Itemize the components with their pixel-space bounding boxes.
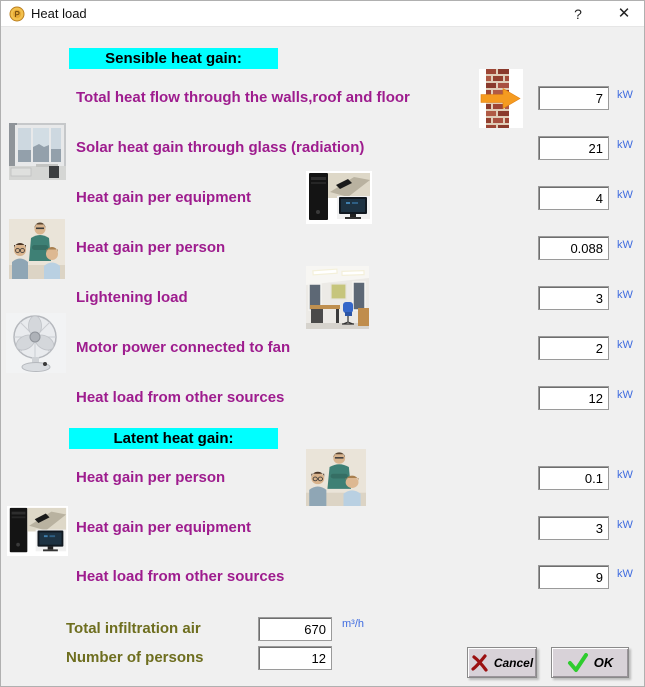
unit-m3h: m³/h [342,618,364,630]
row-label-person-latent: Heat gain per person [76,469,226,486]
row-label-fan-motor: Motor power connected to fan [76,339,291,356]
ok-button[interactable] [551,647,629,678]
persons-label: Number of persons [66,649,204,666]
unit-kw-0: kW [617,89,633,101]
equipment-sens-input[interactable] [538,186,609,210]
office-window-image [9,123,66,180]
row-label-person-sens: Heat gain per person [76,239,226,256]
fan-motor-input[interactable] [538,336,609,360]
unit-kw-6: kW [617,389,633,401]
unit-kw-8: kW [617,519,633,531]
other-sens-input[interactable] [538,386,609,410]
unit-kw-1: kW [617,139,633,151]
app-coin-icon [9,6,25,22]
unit-kw-5: kW [617,339,633,351]
row-label-equipment-sens: Heat gain per equipment [76,189,252,206]
help-button[interactable]: ? [574,6,582,22]
infiltration-label: Total infiltration air [66,620,201,637]
row-label-walls: Total heat flow through the walls,roof and floor [76,89,410,106]
unit-kw-4: kW [617,289,633,301]
office-lighting-image [306,266,369,329]
green-check-icon [567,653,589,673]
infiltration-input[interactable] [258,617,332,641]
other-latent-input[interactable] [538,565,609,589]
people-image-sensible [9,219,65,279]
equipment-image-sensible [306,171,372,224]
row-label-lighting: Lightening load [76,289,188,306]
lighting-input[interactable] [538,286,609,310]
equipment-latent-input[interactable] [538,516,609,540]
row-label-other-sens: Heat load from other sources [76,389,285,406]
cancel-button[interactable] [467,647,537,678]
fan-image [6,313,66,373]
solar-heat-input[interactable] [538,136,609,160]
latent-heat-gain-header: Latent heat gain: [69,428,278,449]
person-latent-input[interactable] [538,466,609,490]
row-label-other-latent: Heat load from other sources [76,568,285,585]
persons-input[interactable] [258,646,332,670]
unit-kw-7: kW [617,469,633,481]
people-image-latent [306,449,366,506]
unit-kw-3: kW [617,239,633,251]
titlebar [1,1,644,27]
person-sens-input[interactable] [538,236,609,260]
equipment-image-latent [7,506,68,556]
sensible-heat-gain-header: Sensible heat gain: [69,48,278,69]
row-label-solar: Solar heat gain through glass (radiation) [76,139,365,156]
ok-label: OK [593,655,614,670]
red-x-icon [471,654,489,672]
close-icon[interactable]: ✕ [617,5,631,22]
row-label-equipment-latent: Heat gain per equipment [76,519,252,536]
unit-kw-9: kW [617,568,633,580]
walls-heat-input[interactable] [538,86,609,110]
cancel-label: Cancel [493,655,534,670]
window-title: Heat load [31,6,87,21]
brick-wall-arrow-image [479,69,523,128]
unit-kw-2: kW [617,189,633,201]
